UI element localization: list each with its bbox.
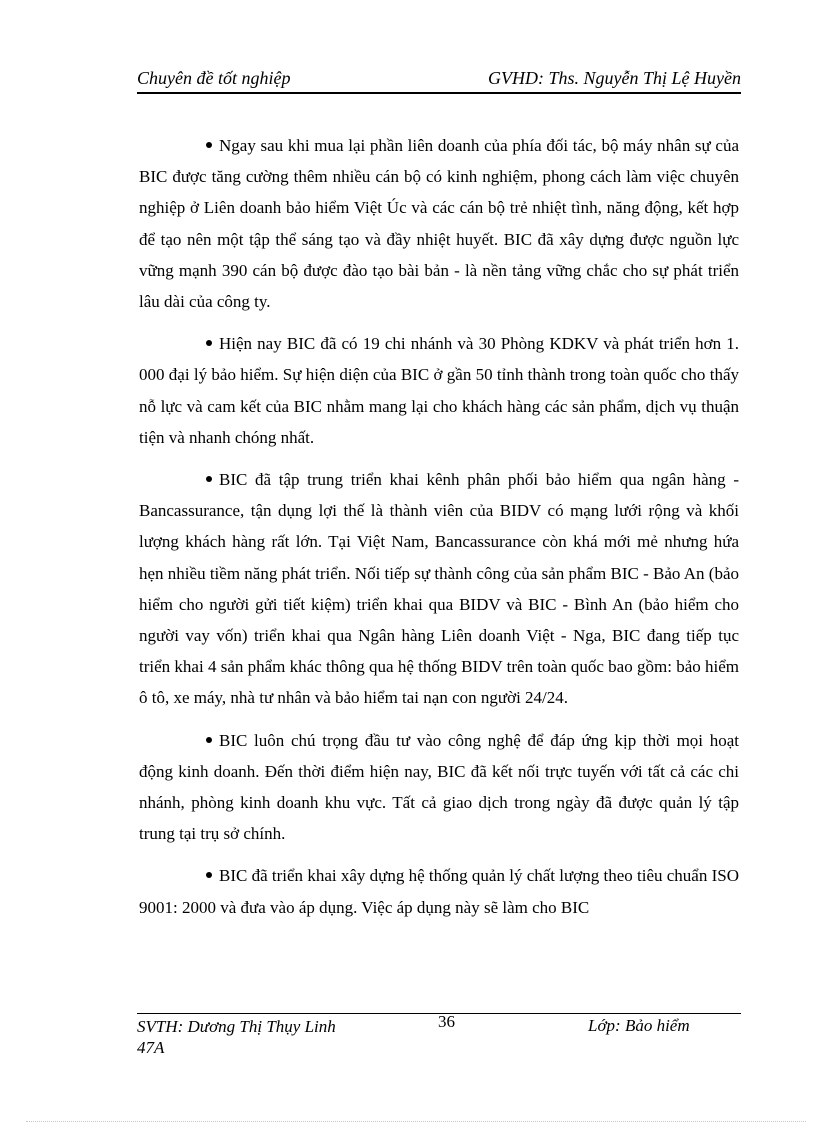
header-title: Chuyên đề tốt nghiệp: [137, 68, 291, 88]
page-header: [137, 68, 741, 94]
bullet-icon: [206, 872, 212, 878]
paragraph-technology: [139, 725, 739, 850]
paragraph-text: BIC luôn chú trọng đầu tư vào công nghệ để đáp ứng kịp thời mọi hoạt động kinh doanh. Đến thời điểm hiện nay, BIC đã kết nối trực tuyến với tất cả các chi nhánh, phòng kinh doanh khu vực. Tất cả giao dịch trong ngày đã được quản lý tập trung tại trụ sở chính.: [139, 730, 739, 844]
paragraph-branches: [139, 328, 739, 453]
paragraph-text: BIC đã tập trung triển khai kênh phân phối bảo hiểm qua ngân hàng - Bancassurance, tận dụng lợi thế là thành viên của BIDV có mạng lưới rộng và khối lượng khách hàng rất lớn. Tại Việt Nam, Bancassurance còn khá mới mẻ nhưng hứa hẹn nhiều tiềm năng phát triển. Nối tiếp sự thành công của sản phẩm BIC - Bảo An (bảo hiểm cho người gửi tiết kiệm) triển khai qua BIDV và BIC - Bình An (bảo hiểm cho người vay vốn) triển khai qua Ngân hàng Liên doanh Việt - Nga, BIC đang tiếp tục triển khai 4 sản phẩm khác thông qua hệ thống BIDV trên toàn quốc bao gồm: bảo hiểm ô tô, xe máy, nhà tư nhân và bảo hiểm tai nạn con người 24/24.: [139, 470, 739, 708]
paragraph-staff: [139, 130, 739, 317]
page-number: 36: [438, 1012, 455, 1031]
paragraph-text: BIC đã triển khai xây dựng hệ thống quản lý chất lượng theo tiêu chuẩn ISO 9001: 2000 và đưa vào áp dụng. Việc áp dụng này sẽ làm cho BIC: [139, 866, 739, 917]
header-advisor: GVHD: Ths. Nguyễn Thị Lệ Huyền: [488, 68, 741, 88]
bullet-icon: [206, 737, 212, 743]
footer-student: [137, 1016, 377, 1058]
document-body: [139, 130, 739, 934]
bullet-icon: [206, 142, 212, 148]
footer-department: Lớp: Bảo hiểm: [588, 1016, 690, 1035]
footer-student-name: SVTH: Dương Thị Thụy Linh: [137, 1017, 336, 1036]
paragraph-text: Ngay sau khi mua lại phần liên doanh của phía đối tác, bộ máy nhân sự của BIC được tăng cường thêm nhiều cán bộ có kinh nghiệm, phong cách làm việc chuyên nghiệp ở Liên doanh bảo hiểm Việt Úc và các cán bộ trẻ nhiệt tình, năng động, kết hợp để tạo nên một tập thể sáng tạo và đầy nhiệt huyết. BIC đã xây dựng được nguồn lực vững mạnh 390 cán bộ được đào tạo bài bản - là nền tảng vững chắc cho sự phát triển lâu dài của công ty.: [139, 136, 739, 312]
paragraph-iso: [139, 860, 739, 922]
bullet-icon: [206, 340, 212, 346]
bullet-icon: [206, 476, 212, 482]
paragraph-bancassurance: [139, 464, 739, 714]
paragraph-text: Hiện nay BIC đã có 19 chi nhánh và 30 Phòng KDKV và phát triển hơn 1. 000 đại lý bảo hiểm. Sự hiện diện của BIC ở gần 50 tỉnh thành trong toàn quốc cho thấy nỗ lực và cam kết của BIC nhằm mang lại cho khách hàng các sản phẩm, dịch vụ thuận tiện và nhanh chóng nhất.: [139, 334, 739, 447]
page-edge-divider: [26, 1121, 806, 1122]
footer-class: 47A: [137, 1038, 165, 1057]
